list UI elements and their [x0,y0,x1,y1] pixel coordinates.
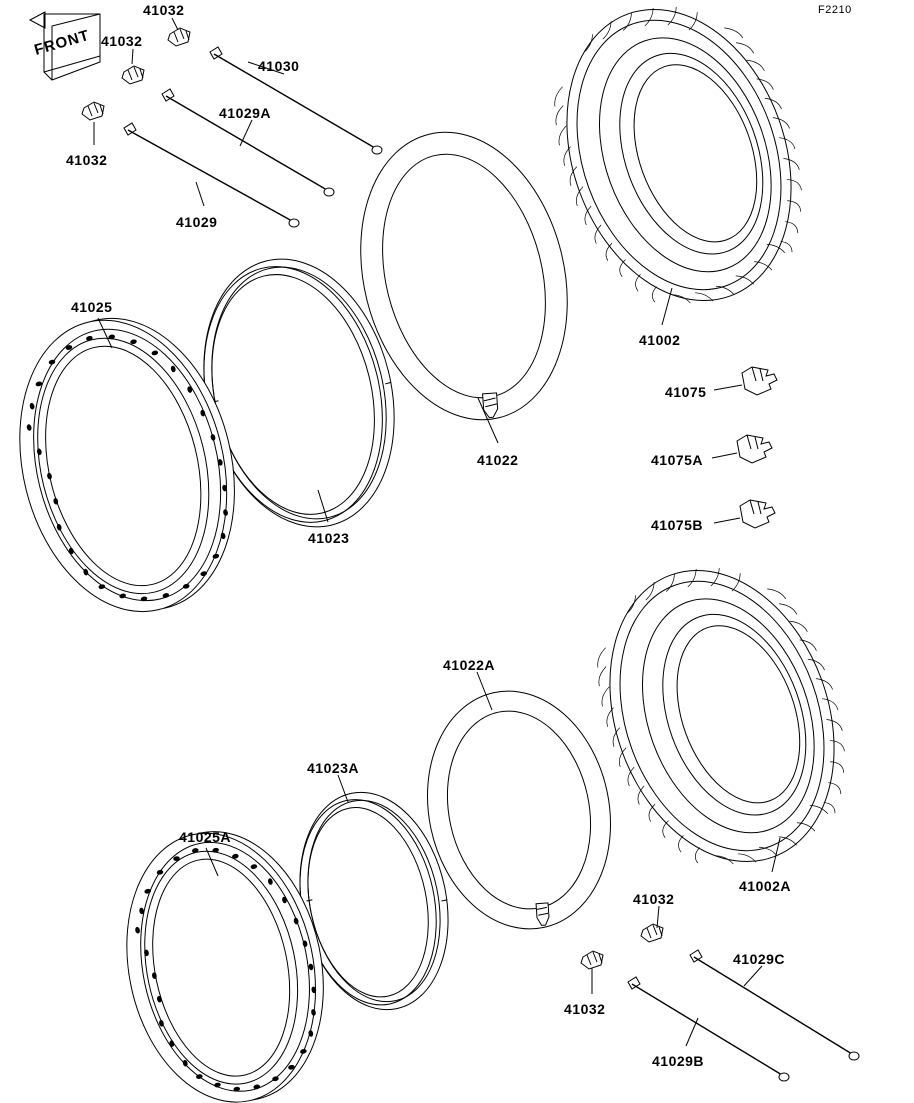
part-label-41022: 41022 [477,452,519,468]
tire-41002 [522,0,837,335]
spoke-nipple-upper-1 [168,28,190,46]
spoke-nipple-upper-2 [122,66,144,84]
part-label-41075A: 41075A [651,452,704,468]
leader-41032-a [172,18,178,30]
leader-41002 [662,288,672,325]
part-label-41032-e: 41032 [564,1001,606,1017]
leader-41075B [714,518,740,523]
part-label-41002: 41002 [639,332,681,348]
part-label-41032-a: 41032 [143,2,185,18]
leader-41075A [712,453,737,458]
front-marker-icon [30,12,100,80]
part-label-41025: 41025 [71,299,113,315]
part-label-41075B: 41075B [651,517,704,533]
part-label-41032-b: 41032 [101,33,143,49]
part-label-41025A: 41025A [179,829,232,845]
part-label-41029B: 41029B [652,1053,705,1069]
leader-41029 [196,182,204,206]
part-label-41029A: 41029A [219,105,272,121]
leader-41075 [714,385,742,390]
spoke-nipple-lower-2 [581,951,603,969]
part-label-41029C: 41029C [733,951,786,967]
spoke-nipple-upper-3 [82,102,104,120]
part-label-41022A: 41022A [443,657,496,673]
part-label-41029: 41029 [176,214,218,230]
spoke-nipple-lower-1 [641,924,663,942]
rim-41025 [0,296,264,634]
valve-41075B [740,500,775,528]
leader-41032-d [657,906,659,928]
leader-41032-b [132,49,133,64]
leader-41029C [744,966,762,986]
svg-text:FRONT: FRONT [32,26,92,59]
part-label-41023: 41023 [308,530,350,546]
tube-41022 [332,110,597,442]
valve-41075 [742,367,777,395]
tire-41002A [565,536,880,895]
spoke-41029 [124,123,299,227]
valve-41075A [737,435,772,463]
leader-41023 [318,490,328,522]
part-label-41032-d: 41032 [633,891,675,907]
sheet-code: F2210 [818,4,852,16]
part-label-41030: 41030 [258,58,300,74]
part-label-41023A: 41023A [307,760,360,776]
part-label-41002A: 41002A [739,878,792,894]
part-label-41075: 41075 [665,384,707,400]
part-label-41032-c: 41032 [66,152,108,168]
leader-41029B [686,1018,698,1046]
